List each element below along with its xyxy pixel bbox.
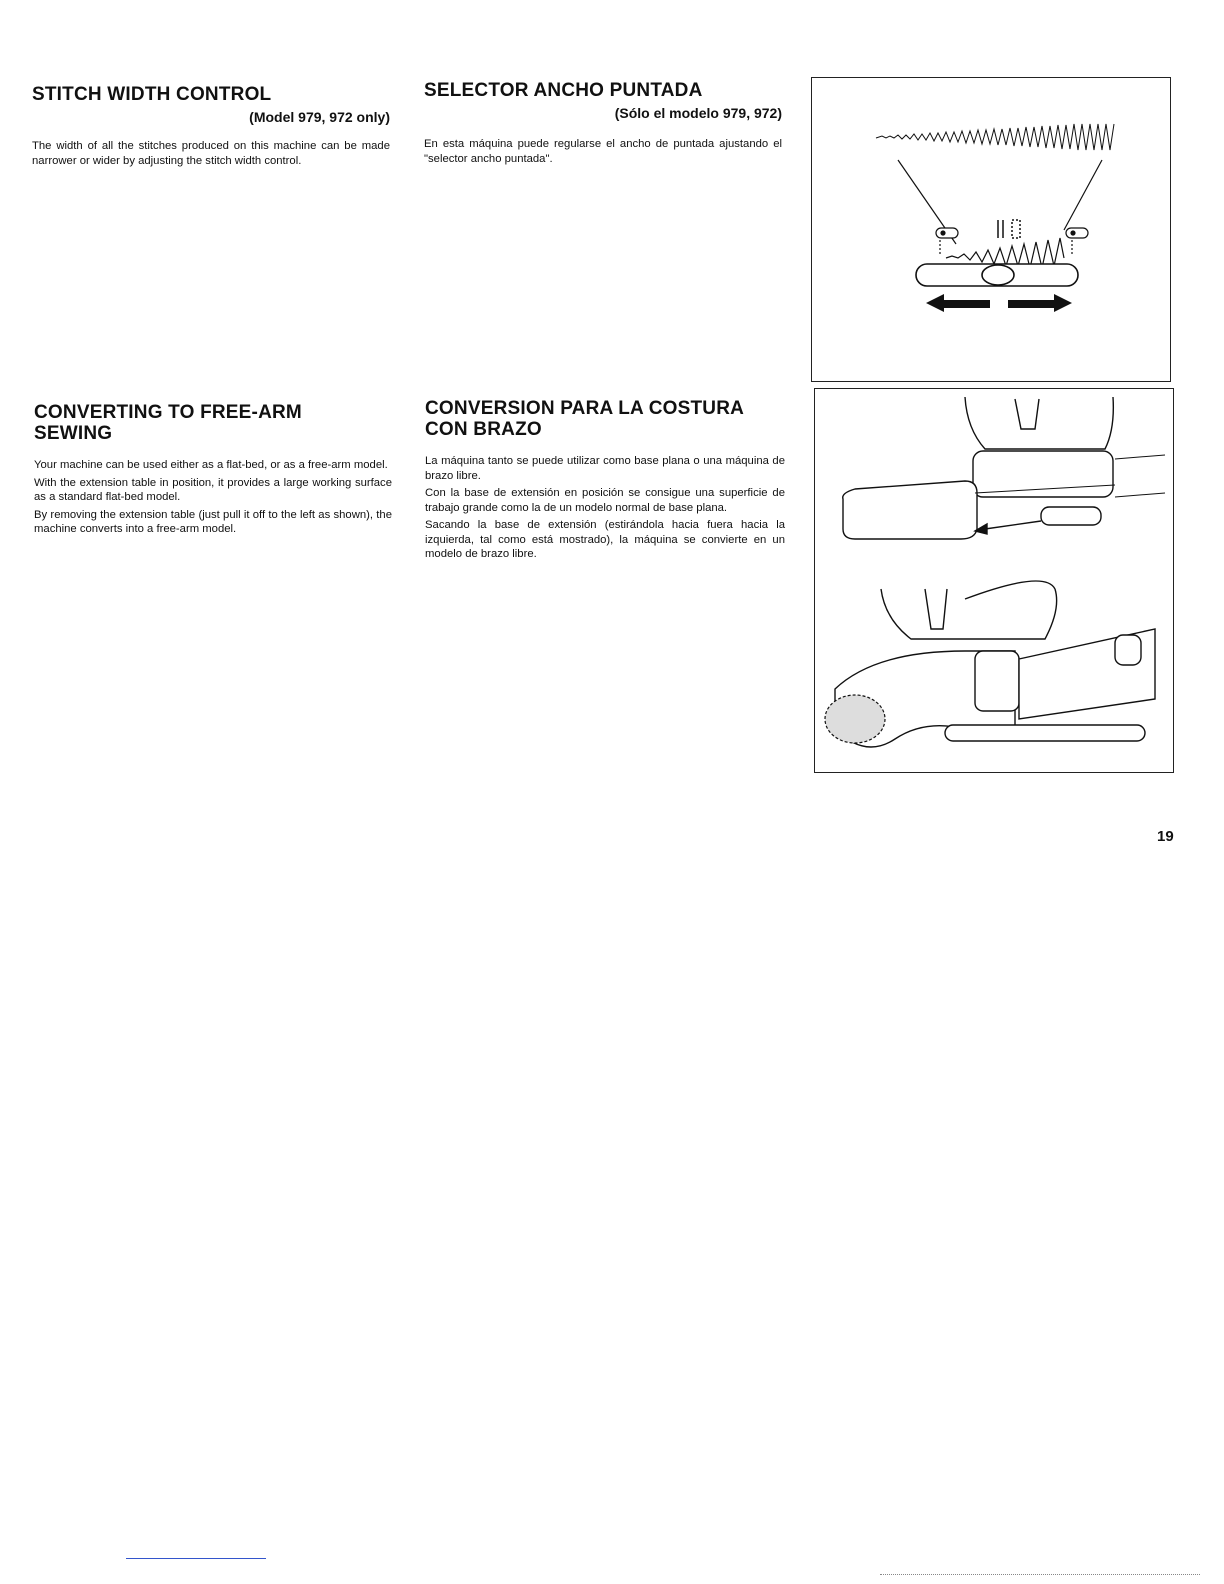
paragraph: The width of all the stitches produced on this machine can be made narrower or wider by adjusting the stitch width control. <box>32 140 390 167</box>
section-subtitle: (Model 979, 972 only) <box>249 109 390 125</box>
page-number: 19 <box>1157 828 1174 845</box>
machine-flat-bed <box>843 397 1165 539</box>
title-line: CONVERSION PARA LA COSTURA <box>425 398 745 419</box>
paragraph: Sacando la base de extensión (estirándola hacia fuera hacia la izquierda, tal como está mostrado), la máquina se convierte en un modelo de brazo libre. <box>425 519 785 560</box>
section-title: SELECTOR ANCHO PUNTADA <box>424 80 703 101</box>
title-line: CON BRAZO <box>425 419 542 440</box>
paragraph: Your machine can be used either as a flat-bed, or as a free-arm model. <box>34 459 388 471</box>
section-subtitle: (Sólo el modelo 979, 972) <box>614 105 782 121</box>
paragraph: Con la base de extensión en posición se consigue una superficie de trabajo grande como la de un modelo normal de base plana. <box>425 487 785 514</box>
title-line: SEWING <box>34 423 113 444</box>
free-arm-end <box>825 695 885 743</box>
free-arm-diagram <box>815 389 1173 772</box>
free-arm-figure <box>814 388 1174 773</box>
section-title <box>34 402 392 444</box>
free-arm-es <box>425 398 785 565</box>
section-title: STITCH WIDTH CONTROL <box>32 84 272 105</box>
paragraph: By removing the extension table (just pull it off to the left as shown), the machine converts into a free-arm model. <box>34 508 392 535</box>
stitch-width-en <box>32 84 390 171</box>
stitch-width-diagram <box>812 78 1170 381</box>
footer-link-rule <box>126 1558 266 1559</box>
guide-line-right <box>1064 160 1102 230</box>
pull-arrow-icon <box>975 521 1041 534</box>
zigzag-stitch-sample <box>876 124 1114 150</box>
paragraph: With the extension table in position, it provides a large working surface as a standard flat-bed model. <box>34 476 392 503</box>
free-arm-en <box>34 402 392 540</box>
footer-dotted-rule <box>880 1574 1200 1576</box>
pin-right-icon <box>1066 228 1088 256</box>
title-line: CONVERTING TO FREE-ARM <box>34 402 302 423</box>
needle-icon <box>998 220 1020 238</box>
stitch-width-figure <box>811 77 1171 382</box>
stitch-width-es <box>424 80 782 169</box>
double-arrow-icon <box>926 294 1072 312</box>
section-title <box>425 398 785 440</box>
paragraph: La máquina tanto se puede utilizar como base plana o una máquina de brazo libre. <box>425 455 785 482</box>
width-slider-icon <box>916 264 1078 286</box>
paragraph: En esta máquina puede regularse el ancho de puntada ajustando el "selector ancho puntada". <box>424 138 782 165</box>
